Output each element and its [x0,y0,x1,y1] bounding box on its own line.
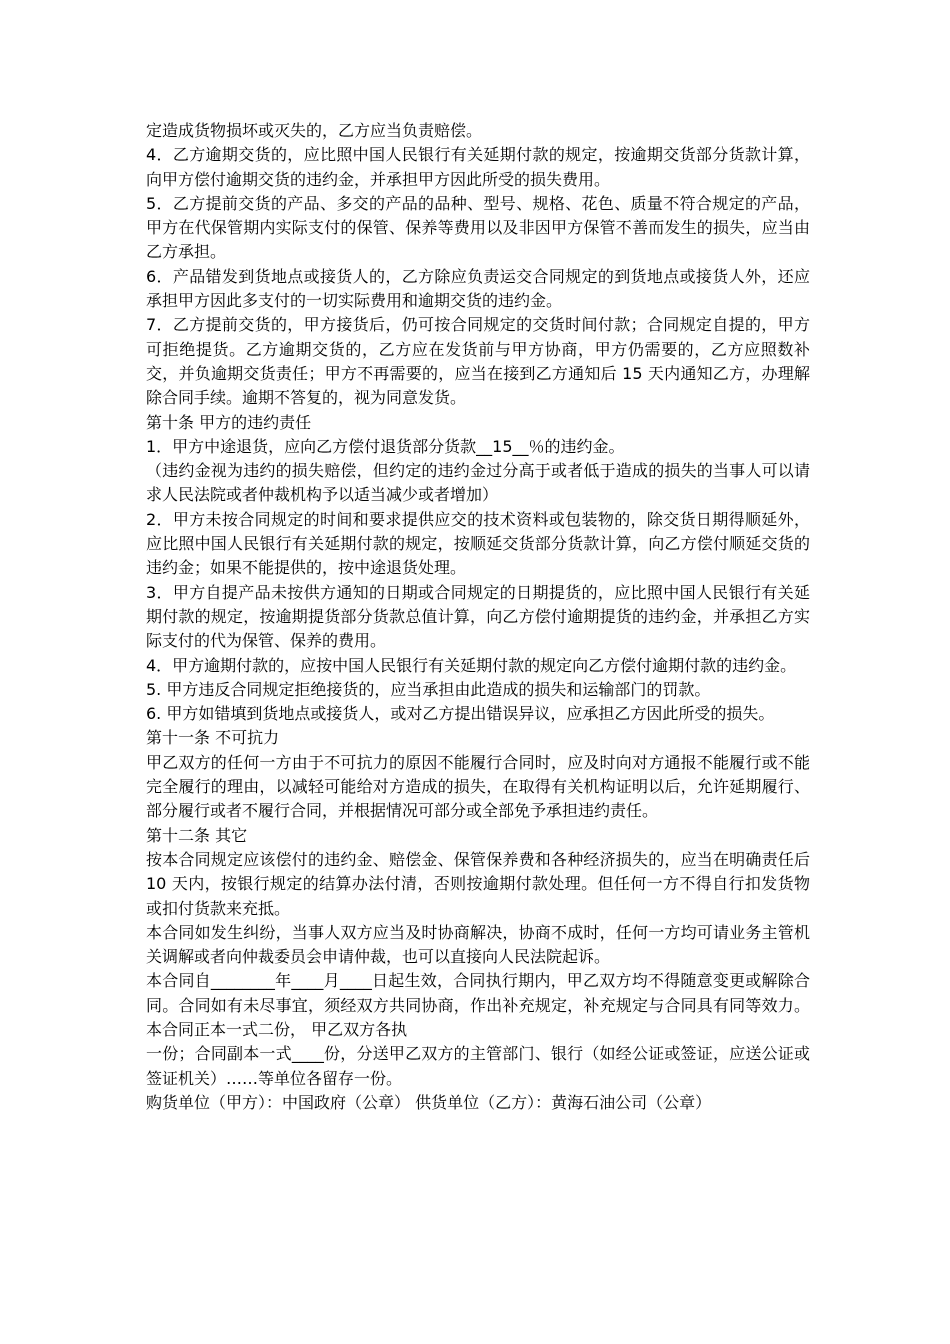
section-heading-article-12: 第十二条 其它 [146,825,248,845]
paragraph-article-10-clause-2: 2．甲方未按合同规定的时间和要求提供应交的技术资料或包装物的，除交货日期得顺延外，应比照中国人民银行有关延期付款的规定，按顺延交货部分货款计算，向乙方偿付顺延交货的违约金；如果不能提供的，按中途退货处理。 [146,509,810,578]
paragraph-article-10-clause-1: 1．甲方中途退货，应向乙方偿付退货部分货款__15__％的违约金。 [146,436,625,456]
paragraph-article-10-clause-3: 3．甲方自提产品未按供方通知的日期或合同规定的日期提货的，应比照中国人民银行有关延期付款的规定，按逾期提货部分货款总值计算，向乙方偿付逾期提货的违约金，并承担乙方实际支付的代为保管、保养的费用。 [146,582,810,651]
paragraph-clause-6-misdelivery: 6．产品错发到货地点或接货人的，乙方除应负责运交合同规定的到货地点或接货人外，还应承担甲方因此多支付的一切实际费用和逾期交货的违约金。 [146,266,810,311]
paragraph-article-10-clause-5: 5. 甲方违反合同规定拒绝接货的，应当承担由此造成的损失和运输部门的罚款。 [146,679,711,699]
paragraph-dispute-resolution: 本合同如发生纠纷，当事人双方应当及时协商解决，协商不成时，任何一方均可请业务主管机关调解或者向仲裁委员会申请仲裁，也可以直接向人民法院起诉。 [146,922,810,967]
paragraph-article-10-clause-6: 6. 甲方如错填到货地点或接货人，或对乙方提出错误异议，应承担乙方因此所受的损失。 [146,704,775,724]
paragraph-clause-5-early-delivery: 5．乙方提前交货的产品、多交的产品的品种、型号、规格、花色、质量不符合规定的产品，甲方在代保管期内实际支付的保管、保养等费用以及非因甲方保管不善而发生的损失，应当由乙方承担。 [146,193,810,262]
paragraph-clause-7-delivery-timing: 7．乙方提前交货的，甲方接货后，仍可按合同规定的交货时间付款；合同规定自提的，甲方可拒绝提货。乙方逾期交货的，乙方应在发货前与甲方协商，甲方仍需要的，乙方应照数补交，并负逾期交货责任；甲方不再需要的，应当在接到乙方通知后 15 天内通知乙方，办理解除合同手续。逾期不答复的，视为同意发货。 [146,315,810,408]
paragraph-copies: 一份；合同副本一式____份，分送甲乙双方的主管部门、银行（如经公证或签证，应送公证或签证机关）……等单位各留存一份。 [146,1044,810,1088]
paragraph-article-10-clause-4: 4．甲方逾期付款的，应按中国人民银行有关延期付款的规定向乙方偿付逾期付款的违约金。 [146,655,797,675]
section-heading-article-10: 第十条 甲方的违约责任 [146,412,312,432]
paragraph-damage-liability: 定造成货物损坏或灭失的，乙方应当负责赔偿。 [146,121,483,140]
document-body [146,119,810,1115]
paragraph-clause-4-late-delivery: 4．乙方逾期交货的，应比照中国人民银行有关延期付款的规定，按逾期交货部分货款计算，向甲方偿付逾期交货的违约金，并承担甲方因此所受的损失费用。 [146,145,810,189]
paragraph-force-majeure: 甲乙双方的任何一方由于不可抗力的原因不能履行合同时，应及时向对方通报不能履行或不能完全履行的理由，以减轻可能给对方造成的损失，在取得有关机构证明以后，允许延期履行、部分履行或者不履行合同，并根据情况可部分或全部免予承担违约责任。 [146,752,810,821]
paragraph-effective-date: 本合同自________年____月____日起生效，合同执行期内，甲乙双方均不得随意变更或解除合同。合同如有未尽事宜，须经双方共同协商，作出补充规定，补充规定与合同具有同等效力。本合同正本一式二份， 甲乙双方各执 [146,971,810,1039]
signature-line-parties: 购货单位（甲方）：中国政府（公章） 供货单位（乙方）：黄海石油公司（公章） [146,1092,712,1112]
paragraph-settlement: 按本合同规定应该偿付的违约金、赔偿金、保管保养费和各种经济损失的，应当在明确责任后 10 天内，按银行规定的结算办法付清，否则按逾期付款处理。但任何一方不得自行扣发货物或扣付货款来充抵。 [146,849,810,918]
paragraph-article-10-note: （违约金视为违约的损失赔偿，但约定的违约金过分高于或者低于造成的损失的当事人可以请求人民法院或者仲裁机构予以适当减少或者增加） [146,461,810,505]
section-heading-article-11: 第十一条 不可抗力 [146,728,280,748]
